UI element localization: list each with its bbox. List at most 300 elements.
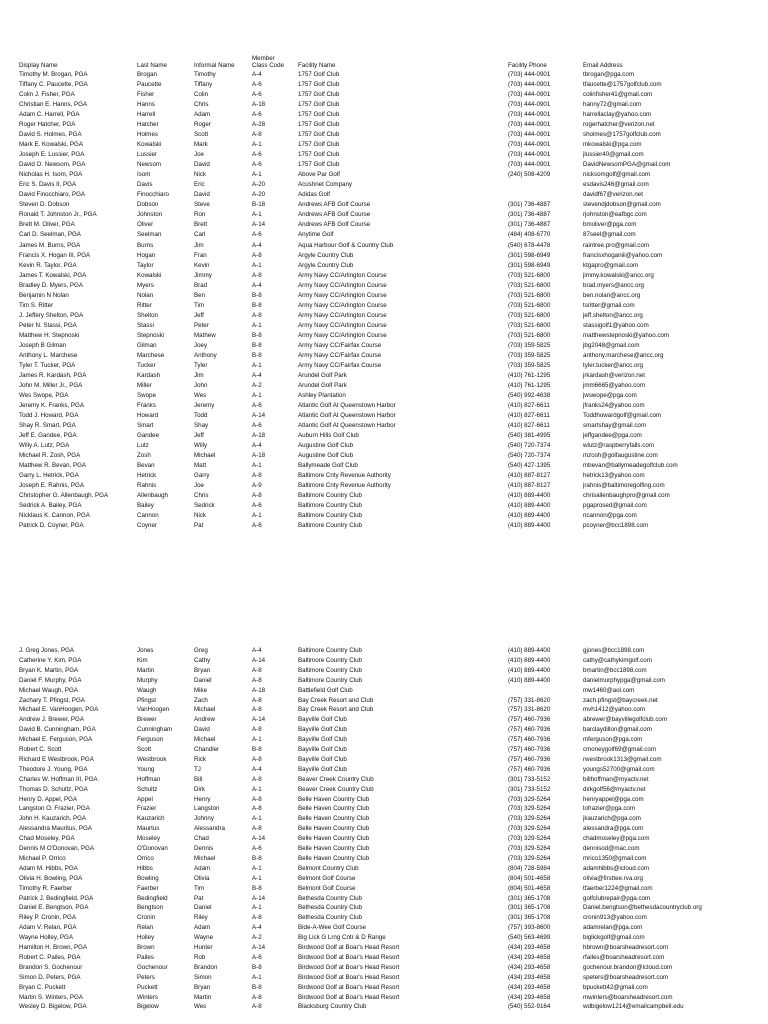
cell-facility-name: Birdwood Golf at Boar's Head Resort (298, 944, 400, 951)
cell-facility-phone: (757) 393-8600 (508, 924, 551, 932)
cell-class-code: A-14 (252, 716, 266, 724)
cell-display-name: Bradley D. Myers, PGA (19, 281, 83, 289)
cell-facility-phone: (804) 728-5984 (508, 864, 551, 872)
cell-last-name: Oliver (137, 221, 154, 229)
column-header-facility-phone: Facility Phone (508, 62, 547, 69)
cell-facility-name: Bayville Golf Club (298, 736, 347, 744)
cell-last-name: Winters (137, 993, 158, 1001)
cell-facility-phone: (703) 444-0901 (508, 91, 551, 99)
cell-facility-phone: (703) 444-0901 (508, 131, 551, 139)
cell-facility-phone: (301) 365-1708 (508, 894, 551, 902)
cell-display-name: David S. Holmes, PGA (19, 131, 82, 139)
cell-email: mbevan@ballymeadegolfclub.com (583, 462, 678, 470)
cell-last-name: Hanns (137, 101, 155, 109)
cell-display-name: Tyler T. Tucker, PGA (19, 361, 76, 369)
table-row (0, 923, 768, 933)
cell-email: adamhibbs@icloud.com (583, 864, 650, 872)
cell-informal-name: Chandler (194, 746, 220, 753)
cell-last-name: Bigelow (137, 1003, 159, 1011)
table-row (0, 251, 768, 261)
column-header-display-name: Display Name (19, 62, 58, 69)
cell-email: biglickgolf@gmail.com (583, 934, 645, 942)
cell-display-name: Michael E. VanHoogen, PGA (19, 706, 99, 714)
cell-display-name: Steven D. Dobson (19, 201, 70, 209)
cell-display-name: Tiffany C. Paucette, PGA (19, 81, 88, 89)
cell-facility-phone: (703) 521-6800 (508, 291, 551, 299)
cell-display-name: Wes Swope, PGA (19, 391, 69, 399)
cell-email: golfclubrepair@pga.com (583, 894, 651, 902)
cell-facility-phone: (703) 329-5264 (508, 805, 551, 813)
cell-email: dirkgolf56@myactv.net (583, 785, 646, 793)
cell-facility-name: Bayville Golf Club (298, 726, 347, 734)
header-top-line: Member (252, 55, 275, 62)
cell-last-name: Bailey (137, 502, 154, 510)
table-row (0, 241, 768, 251)
cell-facility-name: Atlantic Golf At Queenstown Harbor (298, 412, 396, 420)
cell-display-name: Theodore J. Young, PGA (19, 765, 88, 773)
cell-class-code: A-4 (252, 71, 262, 78)
table-row (0, 491, 768, 501)
cell-facility-phone: (484) 408-6770 (508, 231, 551, 239)
cell-last-name: Dobson (137, 201, 159, 209)
cell-facility-name: Belmont Country Club (298, 864, 359, 872)
cell-display-name: Kevin R. Taylor, PGA (19, 261, 77, 269)
cell-facility-name: 1757 Golf Club (298, 81, 340, 89)
cell-last-name: Orrico (137, 854, 154, 862)
cell-email: rjohnston@eafbgc.com (583, 211, 647, 219)
cell-email: stassigolf1@yahoo.com (583, 321, 649, 329)
table-row (0, 421, 768, 431)
cell-facility-name: Bayville Golf Club (298, 746, 347, 753)
cell-informal-name: Anthony (194, 351, 217, 359)
table-row (0, 676, 768, 686)
cell-last-name: Cunningham (137, 726, 173, 734)
table-row (0, 481, 768, 491)
cell-class-code: A-1 (252, 261, 262, 269)
cell-facility-name: Belle Haven Country Club (298, 845, 370, 852)
cell-class-code: B-8 (252, 341, 262, 349)
table-row (0, 361, 768, 371)
cell-display-name: Anthony L. Marchese (19, 351, 78, 359)
table-row (0, 140, 768, 150)
cell-facility-name: Atlantic Golf At Queenstown Harbor (298, 422, 396, 430)
table-row (0, 70, 768, 80)
cell-email: wlutz@raspberryfalls.com (583, 442, 654, 450)
cell-class-code: A-1 (252, 171, 262, 179)
cell-email: billhoffman@myactv.net (583, 775, 649, 783)
cell-email: ben.nolan@ancc.org (583, 291, 641, 299)
cell-informal-name: Garry (194, 472, 210, 480)
cell-informal-name: Olivia (194, 874, 210, 882)
cell-facility-name: Baltimore Country Club (298, 666, 362, 674)
table-row (0, 973, 768, 983)
cell-display-name: Michael Waugh, PGA (19, 686, 78, 694)
cell-informal-name: Jeff (194, 311, 204, 319)
cell-informal-name: Tim (194, 301, 205, 309)
cell-last-name: Moseley (137, 835, 161, 843)
table-row (0, 814, 768, 824)
cell-informal-name: David (194, 726, 210, 734)
cell-email: adamrelan@pga.com (583, 924, 643, 932)
cell-last-name: Myers (137, 281, 154, 289)
table-row (0, 301, 768, 311)
cell-informal-name: Johnny (194, 815, 214, 823)
cell-facility-phone: (703) 444-0901 (508, 111, 551, 119)
cell-email: barclaydillon@gmail.com (583, 726, 652, 734)
cell-display-name: Patrick D. Coyner, PGA (19, 522, 84, 530)
cell-display-name: David Finocchiaro, PGA (19, 191, 86, 199)
cell-facility-name: Andrews AFB Golf Course (298, 221, 371, 229)
cell-facility-phone: (703) 444-0901 (508, 101, 551, 109)
cell-facility-phone: (410) 761-1295 (508, 371, 551, 379)
cell-facility-phone: (703) 444-0901 (508, 141, 551, 149)
table-row (0, 775, 768, 785)
cell-class-code: A-6 (252, 111, 262, 119)
cell-display-name: Benjamin N Nolan (19, 291, 69, 299)
cell-class-code: A-6 (252, 81, 262, 89)
cell-facility-name: 1757 Golf Club (298, 91, 340, 99)
cell-facility-name: Battlefield Golf Club (298, 686, 353, 694)
cell-facility-phone: (301) 598-6949 (508, 251, 551, 259)
cell-display-name: J. Greg Jones, PGA (19, 647, 75, 654)
table-row (0, 170, 768, 180)
cell-last-name: Young (137, 765, 155, 773)
cell-email: ktgapro@gmail.com (583, 261, 639, 269)
cell-informal-name: Hunter (194, 944, 213, 951)
cell-class-code: A-28 (252, 121, 266, 129)
cell-email: mw1460@aol.com (583, 686, 635, 694)
table-row (0, 90, 768, 100)
cell-informal-name: David (194, 191, 210, 199)
cell-class-code: B-8 (252, 331, 262, 339)
cell-informal-name: Nick (194, 171, 207, 179)
cell-email: hanny72@gmail.com (583, 101, 642, 109)
table-row (0, 461, 768, 471)
cell-informal-name: Chris (194, 101, 209, 109)
table-row (0, 834, 768, 844)
cell-last-name: Franks (137, 401, 156, 409)
cell-facility-name: 1757 Golf Club (298, 151, 340, 159)
cell-class-code: B-8 (252, 291, 262, 299)
cell-informal-name: Carl (194, 231, 206, 239)
cell-facility-name: 1757 Golf Club (298, 131, 340, 139)
cell-facility-name: Baltimore Country Club (298, 676, 362, 684)
cell-facility-name: Bethesda Country Club (298, 894, 362, 902)
cell-class-code: A-4 (252, 241, 262, 249)
cell-display-name: Michael E. Ferguson, PGA (19, 736, 93, 744)
cell-display-name: Daniel F. Murphy, PGA (19, 676, 82, 684)
cell-email: jkauzarich@pga.com (583, 815, 641, 823)
cell-email: sholmes@1757golfclub.com (583, 131, 661, 139)
cell-email: francisxhoganiii@yahoo.com (583, 251, 663, 259)
cell-email: tfaerber1224@gmail.com (583, 884, 653, 892)
cell-last-name: Kardash (137, 371, 161, 379)
cell-facility-phone: (757) 460-7936 (508, 736, 551, 744)
cell-last-name: Cronin (137, 914, 156, 922)
cell-last-name: Cannon (137, 512, 159, 520)
cell-facility-name: Bethesda Country Club (298, 914, 362, 922)
cell-class-code: A-14 (252, 944, 266, 951)
cell-informal-name: Shay (194, 422, 209, 430)
cell-facility-name: Birdwood Golf at Boar's Head Resort (298, 973, 400, 981)
cell-facility-phone: (410) 889-4400 (508, 512, 551, 520)
cell-informal-name: Cathy (194, 656, 211, 664)
cell-facility-phone: (757) 460-7936 (508, 726, 551, 734)
cell-display-name: J. Jeffery Shelton, PGA (19, 311, 84, 319)
table-row (0, 943, 768, 953)
cell-last-name: Brown (137, 944, 155, 951)
cell-facility-phone: (703) 521-6800 (508, 321, 551, 329)
cell-informal-name: Langston (194, 805, 220, 813)
cell-last-name: Bevan (137, 462, 155, 470)
cell-last-name: Brogan (137, 71, 157, 78)
cell-class-code: A-4 (252, 765, 262, 773)
cell-last-name: Lussier (137, 151, 157, 159)
cell-email: brad.myers@ancc.org (583, 281, 644, 289)
table-row (0, 894, 768, 904)
table-row (0, 521, 768, 531)
cell-display-name: Christopher G. Allenbaugh, PGA (19, 492, 109, 500)
cell-email: matthewstepnoski@yahoo.com (583, 331, 670, 339)
cell-facility-phone: (703) 444-0901 (508, 81, 551, 89)
cell-email: 87seel@gmail.com (583, 231, 636, 239)
cell-display-name: Henry D. Appel, PGA (19, 795, 78, 803)
cell-informal-name: Pat (194, 894, 204, 902)
cell-display-name: Hamilton H. Brown, PGA (19, 944, 88, 951)
cell-email: zach.pfingst@baycreek.net (583, 696, 658, 704)
cell-informal-name: Brett (194, 221, 208, 229)
cell-facility-name: Andrews AFB Golf Course (298, 201, 371, 209)
cell-facility-phone: (301) 365-1708 (508, 914, 551, 922)
cell-facility-phone: (410) 889-4400 (508, 647, 551, 654)
cell-facility-name: Belle Haven Country Club (298, 815, 370, 823)
cell-informal-name: Jeremy (194, 401, 215, 409)
cell-email: colinfisher41@gmail.com (583, 91, 653, 99)
table-row (0, 511, 768, 521)
cell-facility-phone: (703) 521-6800 (508, 271, 551, 279)
cell-facility-phone: (540) 720-7374 (508, 442, 551, 450)
table-row (0, 471, 768, 481)
cell-class-code: A-1 (252, 904, 262, 912)
cell-display-name: Riley P. Cronin, PGA (19, 914, 76, 922)
cell-class-code: A-8 (252, 775, 262, 783)
cell-informal-name: Nick (194, 512, 207, 520)
cell-display-name: Timothy R. Faerber (19, 884, 73, 892)
table-row (0, 321, 768, 331)
cell-facility-phone: (540) 381-4995 (508, 432, 551, 440)
cell-email: Toddhowardgolf@gmail.com (583, 412, 662, 420)
cell-facility-phone: (757) 331-8620 (508, 706, 551, 714)
cell-facility-name: Army Navy CC/Arlington Course (298, 281, 387, 289)
cell-class-code: A-9 (252, 482, 262, 490)
cell-informal-name: David (194, 161, 210, 169)
table-row (0, 884, 768, 894)
column-header-class-code: Class Code (252, 62, 284, 69)
cell-email: rogerhatcher@verizon.net (583, 121, 655, 129)
cell-facility-name: Baltimore Country Club (298, 656, 362, 664)
cell-facility-name: Beaver Creek Country Club (298, 775, 374, 783)
cell-facility-phone: (410) 889-4400 (508, 676, 551, 684)
column-header-informal-name: Informal Name (194, 62, 235, 69)
table-row (0, 983, 768, 993)
cell-class-code: A-1 (252, 874, 262, 882)
cell-last-name: Coyner (137, 522, 157, 530)
cell-informal-name: Todd (194, 412, 208, 420)
cell-facility-name: Belmont Golf Course (298, 874, 356, 882)
cell-last-name: Martin (137, 666, 155, 674)
cell-last-name: Johnston (137, 211, 163, 219)
cell-facility-phone: (540) 720-7374 (508, 452, 551, 460)
cell-display-name: Nicholas H. Isom, PGA (19, 171, 83, 179)
cell-facility-phone: (703) 521-6800 (508, 311, 551, 319)
cell-email: jmm6665@yahoo.com (583, 381, 645, 389)
cell-facility-phone: (757) 460-7936 (508, 716, 551, 724)
cell-display-name: James M. Burns, PGA (19, 241, 81, 249)
cell-email: mzosh@golfaugustine.com (583, 452, 658, 460)
column-header-email: Email Address (583, 62, 623, 69)
cell-facility-phone: (703) 521-6800 (508, 281, 551, 289)
cell-last-name: Schultz (137, 785, 158, 793)
cell-class-code: A-1 (252, 973, 262, 981)
table-row (0, 391, 768, 401)
cell-last-name: Swope (137, 391, 156, 399)
table-row (0, 804, 768, 814)
cell-class-code: A-8 (252, 472, 262, 480)
cell-facility-name: Army Navy CC/Arlington Course (298, 271, 387, 279)
cell-last-name: Nolan (137, 291, 154, 299)
table-row (0, 110, 768, 120)
cell-display-name: Patrick J. Bedingfield, PGA (19, 894, 94, 902)
cell-class-code: A-8 (252, 825, 262, 833)
cell-last-name: Zosh (137, 452, 151, 460)
cell-email: rfailes@boarsheadresort.com (583, 953, 665, 961)
table-row (0, 864, 768, 874)
cell-facility-name: Bide-A-Wee Golf Course (298, 924, 366, 932)
cell-class-code: A-1 (252, 512, 262, 520)
cell-facility-phone: (301) 736-4887 (508, 221, 551, 229)
cell-facility-name: Birdwood Golf at Boar's Head Resort (298, 953, 400, 961)
table-row (0, 903, 768, 913)
cell-class-code: A-18 (252, 432, 266, 440)
cell-class-code: A-4 (252, 647, 262, 654)
cell-facility-phone: (301) 736-4887 (508, 211, 551, 219)
cell-last-name: Ritter (137, 301, 152, 309)
cell-class-code: A-8 (252, 492, 262, 500)
cell-informal-name: Timothy (194, 71, 216, 78)
cell-facility-phone: (410) 827-6611 (508, 401, 550, 409)
cell-display-name: Robert C. Scott (19, 746, 62, 753)
cell-informal-name: Michael (194, 706, 216, 714)
cell-class-code: B-18 (252, 201, 266, 209)
cell-class-code: A-8 (252, 914, 262, 922)
cell-last-name: Bengtson (137, 904, 164, 912)
cell-display-name: Adam C. Harrell, PGA (19, 111, 80, 119)
cell-last-name: Brewer (137, 716, 157, 724)
cell-display-name: Langston O. Frazier, PGA (19, 805, 90, 813)
cell-last-name: Pfingst (137, 696, 156, 704)
cell-facility-name: Bayville Golf Club (298, 765, 347, 773)
cell-last-name: Burns (137, 241, 154, 249)
cell-facility-phone: (301) 598-6949 (508, 261, 551, 269)
cell-informal-name: Simon (194, 973, 212, 981)
cell-informal-name: Ben (194, 291, 206, 299)
cell-last-name: Howard (137, 412, 159, 420)
cell-facility-name: Belle Haven Country Club (298, 805, 370, 813)
cell-facility-phone: (301) 733-5152 (508, 785, 551, 793)
cell-facility-phone: (703) 359-5825 (508, 341, 551, 349)
table-row (0, 755, 768, 765)
table-row (0, 311, 768, 321)
table-row (0, 735, 768, 745)
cell-last-name: Murphy (137, 676, 158, 684)
cell-last-name: Marchese (137, 351, 165, 359)
cell-informal-name: Joey (194, 341, 208, 349)
cell-informal-name: Daniel (194, 904, 212, 912)
cell-informal-name: Jeff (194, 432, 204, 440)
table-row (0, 501, 768, 511)
cell-last-name: Fisher (137, 91, 155, 99)
table-row (0, 150, 768, 160)
cell-facility-name: Augustine Golf Club (298, 452, 354, 460)
cell-informal-name: Adam (194, 864, 211, 872)
cell-facility-phone: (804) 501-4658 (508, 874, 551, 882)
cell-class-code: B-8 (252, 746, 262, 753)
cell-facility-name: Army Navy CC/Arlington Course (298, 311, 387, 319)
cell-class-code: A-4 (252, 371, 262, 379)
cell-email: jrkardash@verizon.net (583, 371, 645, 379)
cell-class-code: A-8 (252, 726, 262, 734)
table-row (0, 220, 768, 230)
table-row (0, 351, 768, 361)
cell-display-name: Dennis M O'Donovan, PGA (19, 845, 95, 852)
cell-display-name: Eric S. Davis II, PGA (19, 181, 77, 189)
cell-display-name: Michael P. Orrico (19, 854, 66, 862)
cell-last-name: O'Donovan (137, 845, 168, 852)
cell-email: mvh1412@yahoo.com (583, 706, 646, 714)
cell-email: hbrown@boarsheadresort.com (583, 944, 669, 951)
cell-class-code: A-6 (252, 231, 262, 239)
cell-facility-name: 1757 Golf Club (298, 121, 340, 129)
cell-last-name: Lutz (137, 442, 149, 450)
table-row (0, 130, 768, 140)
cell-facility-name: Arundel Golf Park (298, 381, 347, 389)
cell-informal-name: Wes (194, 391, 207, 399)
cell-last-name: Smart (137, 422, 154, 430)
cell-last-name: Puckett (137, 983, 158, 991)
cell-facility-phone: (703) 521-6800 (508, 331, 551, 339)
cell-display-name: Mark E. Kowalski, PGA (19, 141, 83, 149)
cell-last-name: Westbrook (137, 755, 167, 763)
table-row (0, 411, 768, 421)
cell-email: chrisallenbaughpro@gmail.com (583, 492, 670, 500)
cell-display-name: James T. Kowalski, PGA (19, 271, 87, 279)
cell-email: jbg2048@gmail.com (583, 341, 640, 349)
table-row (0, 705, 768, 715)
table-row (0, 686, 768, 696)
cell-informal-name: Michael (194, 736, 216, 744)
cell-last-name: Newsom (137, 161, 162, 169)
cell-display-name: Todd J. Howard, PGA (19, 412, 79, 420)
cell-last-name: Finocchiaro (137, 191, 169, 199)
table-row (0, 100, 768, 110)
cell-facility-phone: (434) 293-4658 (508, 953, 551, 961)
cell-class-code: B-8 (252, 854, 262, 862)
cell-display-name: Jeremy K. Franks, PGA (19, 401, 84, 409)
cell-email: mwinters@boarsheadresort.com (583, 993, 673, 1001)
cell-facility-phone: (410) 889-4400 (508, 492, 551, 500)
cell-last-name: Kowalski (137, 271, 162, 279)
cell-facility-phone: (703) 329-5264 (508, 815, 551, 823)
